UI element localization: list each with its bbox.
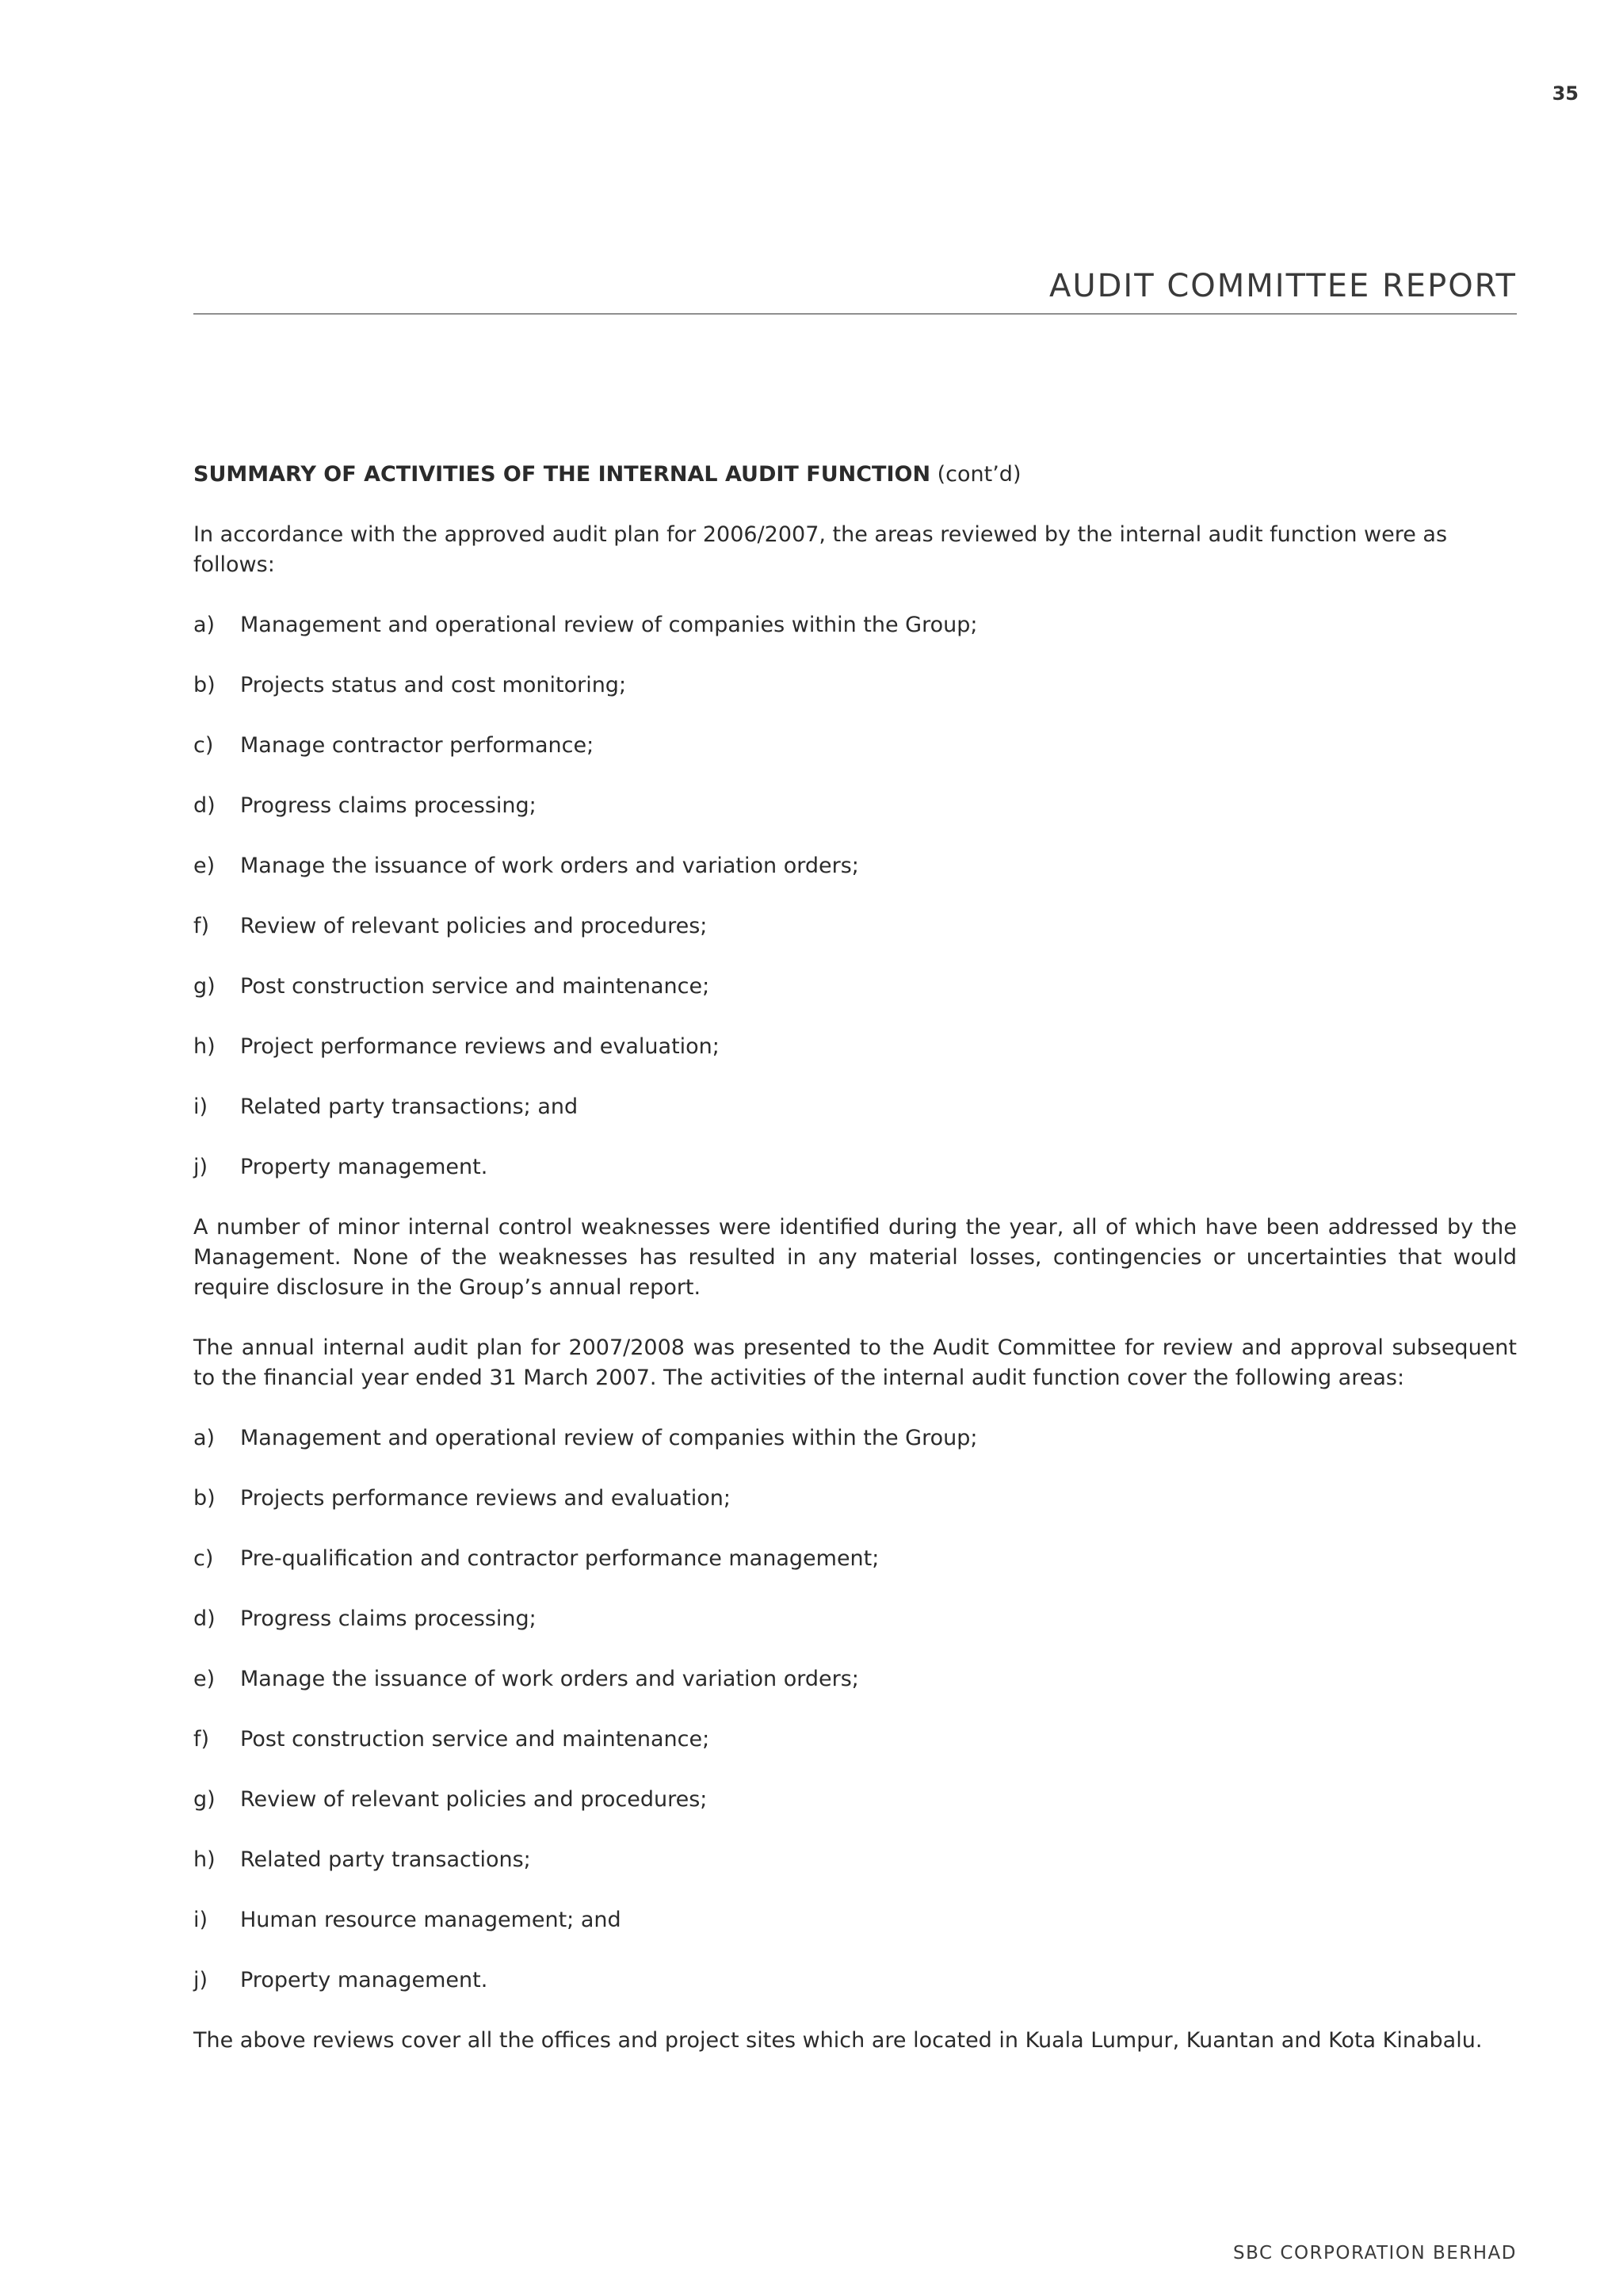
- list-marker: c): [193, 733, 214, 758]
- list-item-text: Progress claims processing;: [240, 793, 537, 818]
- list-item-text: Property management.: [240, 1155, 488, 1179]
- list-item-text: Progress claims processing;: [240, 1606, 537, 1631]
- list-marker: h): [193, 1847, 216, 1872]
- list-item-text: Manage the issuance of work orders and variation orders;: [240, 1667, 859, 1691]
- list-marker: e): [193, 1667, 216, 1691]
- list-item: [193, 1785, 1517, 1815]
- document-body: [193, 460, 1517, 2086]
- audit-areas-2006-list: [193, 610, 1517, 1182]
- audit-areas-2007-list: [193, 1423, 1517, 1996]
- list-item: [193, 1845, 1517, 1875]
- list-item-text: Project performance reviews and evaluation;: [240, 1034, 720, 1059]
- list-marker: f): [193, 914, 210, 938]
- list-item-text: Manage contractor performance;: [240, 733, 594, 758]
- plan-paragraph: The annual internal audit plan for 2007/2008 was presented to the Audit Committee for review and approval subsequent to the financial year ended 31 March 2007. The activities of the internal audit function cover the following areas:: [193, 1335, 1517, 1390]
- page-number: 35: [1552, 82, 1579, 105]
- list-item: [193, 1966, 1517, 1996]
- list-item: [193, 1604, 1517, 1634]
- closing-paragraph: The above reviews cover all the offices and project sites which are located in Kuala Lumpur, Kuantan and Kota Kinabalu.: [193, 2028, 1483, 2053]
- list-item: [193, 731, 1517, 761]
- list-marker: h): [193, 1034, 216, 1059]
- list-marker: i): [193, 1095, 208, 1119]
- list-item: [193, 610, 1517, 640]
- list-marker: b): [193, 1486, 216, 1511]
- list-item: [193, 1544, 1517, 1574]
- list-item-text: Human resource management; and: [240, 1908, 621, 1932]
- section-heading-suffix: (cont’d): [930, 462, 1022, 487]
- list-item-text: Projects status and cost monitoring;: [240, 673, 627, 697]
- list-item: [193, 851, 1517, 881]
- list-marker: f): [193, 1727, 210, 1752]
- list-item-text: Related party transactions;: [240, 1847, 531, 1872]
- list-item-text: Management and operational review of companies within the Group;: [240, 613, 978, 637]
- list-item-text: Post construction service and maintenance;: [240, 974, 710, 999]
- list-item-text: Review of relevant policies and procedures;: [240, 1787, 708, 1812]
- list-marker: d): [193, 793, 216, 818]
- list-marker: c): [193, 1546, 214, 1571]
- list-marker: i): [193, 1908, 208, 1932]
- section-heading: [193, 460, 1517, 490]
- intro-paragraph: In accordance with the approved audit plan for 2006/2007, the areas reviewed by the internal audit function were as follows:: [193, 522, 1448, 577]
- list-marker: j): [193, 1968, 208, 1992]
- header-divider: [193, 313, 1517, 315]
- list-marker: a): [193, 1426, 216, 1450]
- list-item-text: Pre-qualification and contractor performance management;: [240, 1546, 880, 1571]
- list-item: [193, 1484, 1517, 1514]
- list-item: [193, 1905, 1517, 1935]
- list-item-text: Management and operational review of companies within the Group;: [240, 1426, 978, 1450]
- list-item: [193, 1725, 1517, 1755]
- list-item-text: Post construction service and maintenance;: [240, 1727, 710, 1752]
- list-item: [193, 1092, 1517, 1122]
- list-marker: a): [193, 613, 216, 637]
- list-item: [193, 911, 1517, 942]
- list-item: [193, 1032, 1517, 1062]
- list-item: [193, 1152, 1517, 1182]
- list-item-text: Property management.: [240, 1968, 488, 1992]
- list-item: [193, 670, 1517, 701]
- list-marker: g): [193, 1787, 216, 1812]
- list-marker: d): [193, 1606, 216, 1631]
- report-title: AUDIT COMMITTEE REPORT: [1048, 268, 1517, 304]
- section-heading-title: SUMMARY OF ACTIVITIES OF THE INTERNAL AUDIT FUNCTION: [193, 462, 931, 487]
- footer-company-name: SBC CORPORATION BERHAD: [1233, 2243, 1517, 2264]
- list-marker: j): [193, 1155, 208, 1179]
- list-item-text: Related party transactions; and: [240, 1095, 579, 1119]
- list-item: [193, 791, 1517, 821]
- list-item: [193, 1664, 1517, 1694]
- list-marker: e): [193, 854, 216, 878]
- list-item-text: Review of relevant policies and procedures;: [240, 914, 708, 938]
- list-item-text: Manage the issuance of work orders and variation orders;: [240, 854, 859, 878]
- list-marker: b): [193, 673, 216, 697]
- list-item-text: Projects performance reviews and evaluation;: [240, 1486, 731, 1511]
- list-item: [193, 972, 1517, 1002]
- list-marker: g): [193, 974, 216, 999]
- list-item: [193, 1423, 1517, 1454]
- weakness-paragraph: A number of minor internal control weaknesses were identified during the year, all of which have been addressed by the Management. None of the weaknesses has resulted in any material losses, contingencies or uncertainties that would require disclosure in the Group’s annual report.: [193, 1215, 1517, 1300]
